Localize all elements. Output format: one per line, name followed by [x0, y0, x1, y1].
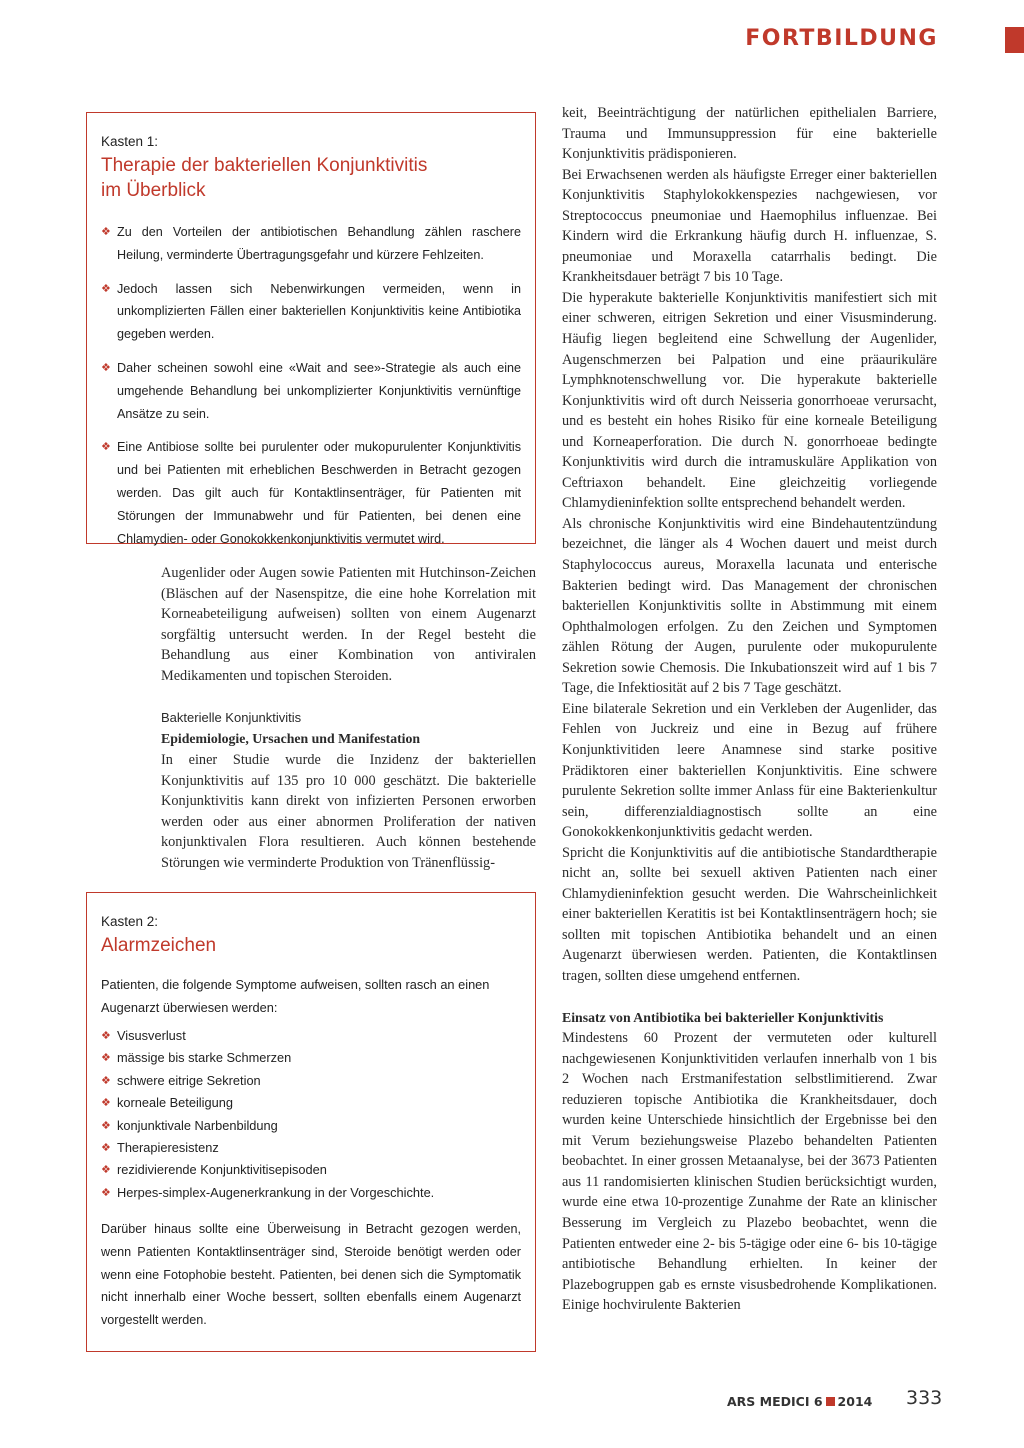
list-item: ❖ konjunktivale Narbenbildung	[101, 1115, 521, 1137]
diamond-bullet-icon: ❖	[101, 1074, 111, 1087]
diamond-bullet-icon: ❖	[101, 361, 111, 374]
box-outro: Darüber hinaus sollte eine Überweisung in Betracht gezogen werden, wenn Patienten Kontaktlinsenträger sind, Steroide benötigt werden oder wenn eine Fotophobie besteht. Patienten, bei denen sich die Symptomatik nicht innerhalb einer Woche bessert, sollten ebenfalls einem Augenarzt vorgestellt werden.	[101, 1222, 521, 1328]
list-item: ❖ Jedoch lassen sich Nebenwirkungen vermeiden, wenn in unkomplizierten Fällen einer bakteriellen Konjunktivitis keine Antibiotika gegeben werden.	[101, 278, 521, 346]
body-paragraph: Mindestens 60 Prozent der vermuteten oder kulturell nachgewiesenen Konjunktivitiden verlaufen innerhalb von 1 bis 2 Wochen nach Erstmanifestation selbstlimitierend. Zwar reduzieren topische Antibiotika die Krankheitsdauer, doch wurden keine Unterschiede hinsichtlich der Ergebnisse bei den mit Verum beziehungsweise Plazebo behandelten Patienten beobachtet. In einer grossen Metaanalyse, bei der 3673 Patienten aus 11 randomisierten klinischen Studien berücksichtigt wurden, wurde eine etwa 10-prozentige Zunahme der Rate an klinischer Besserung im Vergleich zu Plazebo beobachtet, wenn die Patienten entweder eine 2- bis 5-tägige oder eine 6- bis 10-tägige antibiotische Behandlung erhielten. In keiner der Plazebogruppen gab es ernste visusbedrohende Komplikationen. Einige hochvirulente Bakterien	[562, 1030, 937, 1314]
diamond-bullet-icon: ❖	[101, 1030, 111, 1042]
box-title: Therapie der bakteriellen Konjunktivitis im Überblick	[101, 155, 428, 201]
box-bullet-list	[101, 221, 521, 550]
body-paragraph: Die hyperakute bakterielle Konjunktivitis manifestiert sich mit einer schweren, eitrigen Sekretion und einer Visusminderung. Häufig liegen begleitend eine Schwellung der Augenlider, Augenschmerzen bei Palpation und eine präaurikuläre Lymphknotenschwellung vor. Die hyperakute bakterielle Konjunktivitis wird oft durch Neisseria gonorrhoeae verursacht, und es besteht ein hohes Risiko für eine korneale Beteiligung und Korneaperforation. Die durch N. gonorrhoeae bedingte Konjunktivitis wird durch die intramuskuläre Applikation von Ceftriaxon behandelt. Eine gleichzeitig vorliegende Chlamydieninfektion sollte entsprechend behandelt werden.	[562, 289, 937, 512]
diamond-bullet-icon: ❖	[101, 226, 111, 238]
list-item: ❖ Eine Antibiose sollte bei purulenter oder mukopurulenter Konjunktivitis und bei Patienten mit erheblichen Beschwerden in Betracht gezogen werden. Das gilt auch für Kontaktlinsenträger, für Patienten mit Störungen der Immunabwehr und für Patienten, bei denen eine Chlamydien- oder Gonokokkenkonjunktivitis vermutet wird.	[101, 436, 521, 550]
body-paragraph: Als chronische Konjunktivitis wird eine Bindehautentzündung bezeichnet, die länger als 4 Wochen dauert und meist durch Staphylococcus aureus, Moraxella lacunata und enterische Bakterien bedingt wird. Das Management der chronischen bakteriellen Konjunktivitis sollte in Abstimmung mit einem Ophthalmologen erfolgen. Zu den Zeichen und Symptomen zählen Rötung der Augen, purulente oder mukopurulente Sekretion sowie Chemosis. Die Inkubationszeit wird auf 1 bis 7 Tage, die Infektiosität auf 2 bis 7 Tage geschätzt.	[562, 515, 937, 697]
box-title: Alarmzeichen	[101, 935, 217, 956]
body-paragraph: In einer Studie wurde die Inzidenz der bakteriellen Konjunktivitis auf 135 pro 10 000 geschätzt. Die bakterielle Konjunktivitis kann direkt von infizierten Personen erworben werden oder aus einer abnormen Proliferation der nativen konjunktivalen Flora resultieren. Auch können bestehende Störungen wie verminderte Produktion von Tränenflüssig-	[161, 752, 536, 871]
footer-separator	[826, 1397, 835, 1406]
list-item: ❖ mässige bis starke Schmerzen	[101, 1047, 521, 1069]
right-column	[562, 103, 937, 1316]
diamond-bullet-icon: ❖	[101, 1142, 111, 1155]
section-label: FORTBILDUNG	[745, 26, 938, 51]
subheading: Bakterielle Konjunktivitis	[161, 710, 302, 725]
footer-journal: ARS MEDICI 6 2014	[727, 1394, 873, 1409]
box-label: Kasten 2:	[101, 914, 159, 929]
list-item: ❖ Zu den Vorteilen der antibiotischen Behandlung zählen raschere Heilung, verminderte Übertragungsgefahr und kürzere Fehlzeiten.	[101, 221, 521, 267]
symptom-list	[101, 1025, 521, 1204]
box-label: Kasten 1:	[101, 134, 159, 149]
box-intro: Patienten, die folgende Symptome aufweisen, sollten rasch an einen Augenarzt überwiesen werden:	[101, 977, 490, 1015]
body-paragraph: Augenlider oder Augen sowie Patienten mit Hutchinson-Zeichen (Bläschen auf der Nasenspitze, die eine hohe Korrelation mit Korneabeteiligung aufweisen) sollten von einem Augenarzt sorgfältig untersucht werden. In der Regel besteht die Behandlung aus einer Kombination von antiviralen Medikamenten und topischen Steroiden.	[161, 565, 536, 684]
info-box-alarm	[86, 892, 536, 1352]
list-item: ❖ Daher scheinen sowohl eine «Wait and see»-Strategie als auch eine umgehende Behandlung bei unkomplizierter Konjunktivitis vernünftige Ansätze zu sein.	[101, 357, 521, 425]
diamond-bullet-icon: ❖	[101, 1097, 111, 1110]
diamond-bullet-icon: ❖	[101, 1052, 111, 1065]
diamond-bullet-icon: ❖	[101, 441, 111, 454]
diamond-bullet-icon: ❖	[101, 1164, 111, 1177]
diamond-bullet-icon: ❖	[101, 1119, 111, 1132]
list-item: ❖ Visusverlust	[101, 1025, 521, 1047]
page-number: 333	[906, 1387, 943, 1409]
body-paragraph: Spricht die Konjunktivitis auf die antibiotische Standardtherapie nicht an, sollte bei sexuell aktiven Patienten nach einer Chlamydieninfektion gesucht werden. Die Wahrscheinlichkeit einer bakteriellen Keratitis ist bei Kontaktlinsenträgern hoch; sie sollten mit topischen Antibiotika behandelt und an einen Augenarzt überwiesen werden. Patienten, die Kontaktlinsen tragen, sollten diese umgehend entfernen.	[562, 844, 937, 984]
info-box-therapy	[86, 112, 536, 544]
diamond-bullet-icon: ❖	[101, 1186, 111, 1199]
list-item: ❖ korneale Beteiligung	[101, 1092, 521, 1114]
body-paragraph: keit, Beeinträchtigung der natürlichen epithelialen Barriere, Trauma und Immunsuppression für eine bakterielle Konjunktivitis prädisponieren.	[562, 105, 937, 163]
list-item: ❖ Therapieresistenz	[101, 1137, 521, 1159]
subheading-secondary: Epidemiologie, Ursachen und Manifestation	[161, 731, 421, 746]
section-marker	[1005, 27, 1024, 53]
body-paragraph: Bei Erwachsenen werden als häufigste Erreger einer bakteriellen Konjunktivitis Staphylokokkenspezies nachgewiesen, vor Streptococcus pneumoniae und Haemophilus influenzae. Bei Kindern wird die Erkrankung häufig durch H. influenzae, S. pneumoniae und Moraxella catarrhalis bedingt. Die Krankheitsdauer beträgt 7 bis 10 Tage.	[562, 166, 937, 286]
list-item: ❖ Herpes-simplex-Augenerkrankung in der Vorgeschichte.	[101, 1182, 521, 1204]
list-item: ❖ rezidivierende Konjunktivitisepisoden	[101, 1159, 521, 1181]
diamond-bullet-icon: ❖	[101, 282, 111, 295]
section-heading: Einsatz von Antibiotika bei bakterieller Konjunktivitis	[562, 1009, 884, 1025]
list-item: ❖ schwere eitrige Sekretion	[101, 1070, 521, 1092]
body-paragraph: Eine bilaterale Sekretion und ein Verkleben der Augenlider, das Fehlen von Juckreiz und eine in Bezug auf frühere Konjunktivitiden leere Anamnese sind starke positive Prädiktoren einer bakteriellen Konjunktivitis. Eine schwere purulente Sekretion sollte immer Anlass für eine Bakterienkultur sein, differenzialdiagnostisch sollte an eine Gonokokkenkonjunktivitis gedacht werden.	[562, 700, 937, 841]
